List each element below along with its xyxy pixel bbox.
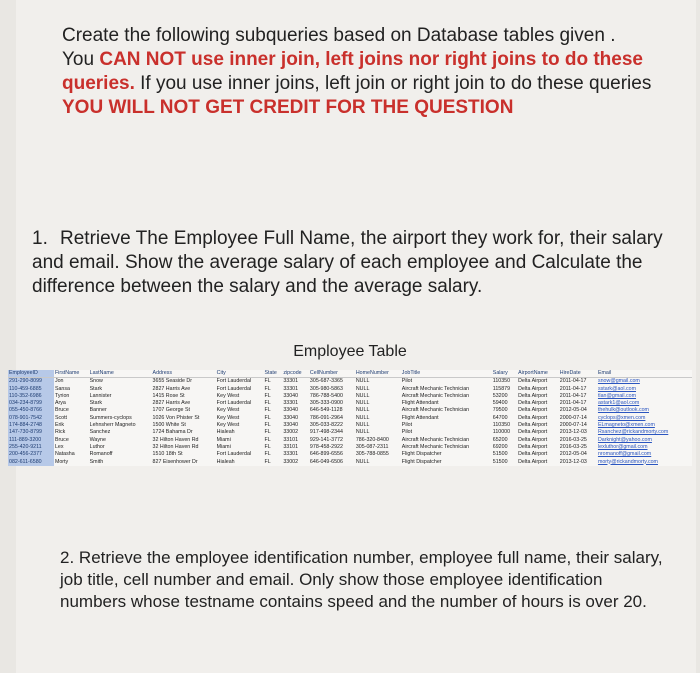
table-cell: 33101 (283, 443, 299, 450)
column-header: Salary (492, 370, 517, 378)
table-cell: 978-458-2922 (309, 443, 343, 450)
table-row (8, 459, 692, 466)
column-header: LastName (89, 370, 152, 378)
table-cell: 305-788-0855 (355, 451, 389, 458)
table-cell: 082-611-6580 (8, 459, 54, 466)
column-header: FirstName (54, 370, 89, 378)
table-cell: Morty (54, 458, 69, 465)
table-cell: 1026 Von Phister St (152, 414, 200, 421)
table-cell: 33040 (283, 392, 299, 399)
table-header-row (8, 370, 692, 378)
table-cell: Key West (216, 414, 240, 421)
table-cell: Banner (89, 407, 107, 414)
table-cell: Flight Attendant (401, 400, 439, 407)
table-cell: ELmagneto@xmen.com (597, 422, 655, 429)
table-cell: 53200 (492, 392, 508, 399)
table-cell: Hialeah (216, 458, 235, 465)
table-cell: Delta Airport (518, 422, 548, 429)
table-cell: NULL (355, 429, 370, 436)
table-cell: FL (264, 458, 271, 465)
table-cell: Delta Airport (518, 392, 548, 399)
table-cell: 33301 (283, 400, 299, 407)
employee-table-body (8, 378, 692, 466)
table-cell: Pilot (401, 378, 413, 385)
table-cell: 917-498-2344 (309, 429, 343, 436)
table-cell: FL (264, 443, 271, 450)
instructions-paragraph (62, 24, 672, 120)
table-cell: 110-459-6885 (8, 386, 54, 393)
table-row (8, 386, 692, 393)
table-cell: 111-889-3200 (8, 437, 54, 444)
table-cell: Delta Airport (518, 443, 548, 450)
table-cell: 929-141-3772 (309, 436, 343, 443)
table-cell: 1415 Rose St (152, 392, 185, 399)
table-row (8, 437, 692, 444)
table-cell: 33101 (283, 436, 299, 443)
table-cell: 79500 (492, 407, 508, 414)
table-cell: FL (264, 436, 271, 443)
column-header: JobTitle (401, 370, 492, 378)
column-header: CellNumber (309, 370, 355, 378)
table-cell: NULL (355, 400, 370, 407)
table-cell: 2011-04-17 (559, 385, 587, 392)
table-cell: FL (264, 378, 271, 385)
column-header: Email (597, 370, 692, 378)
table-cell: 59400 (492, 400, 508, 407)
table-row (8, 422, 692, 429)
table-cell: Rick (54, 429, 66, 436)
question-2-text: Retrieve the employee identification number, employee full name, their salary, job title, cell number and email. Only show those employee identification numbers whose testname contains speed and the number of hours is over 20. (60, 548, 663, 611)
table-cell: 200-456-2377 (8, 451, 54, 458)
table-cell: 33002 (283, 458, 299, 465)
column-header: HireDate (559, 370, 597, 378)
table-cell: 2016-03-25 (559, 436, 587, 443)
table-cell: Pilot (401, 429, 413, 436)
instructions-line3-lead: If you use inner joins, left join or right join to do these queries (134, 73, 652, 94)
table-row (8, 378, 692, 386)
table-cell: 2013-12-03 (559, 429, 587, 436)
table-cell: FL (264, 422, 271, 429)
table-cell: 33301 (283, 385, 299, 392)
table-cell: Fort Lauderdal (216, 385, 252, 392)
table-cell: FL (264, 392, 271, 399)
no-joins-warning: CAN NOT use inner join, left joins nor right joins to do these queries. (62, 49, 643, 94)
table-cell: Lannister (89, 392, 112, 399)
table-cell: Fort Lauderdal (216, 400, 252, 407)
table-cell: Erik (54, 422, 65, 429)
table-cell: snow@gmail.com (597, 378, 640, 385)
table-cell: 2827 Harris Ave (152, 385, 191, 392)
table-cell: 33040 (283, 414, 299, 421)
table-cell: Delta Airport (518, 400, 548, 407)
table-cell: 32 Hilton Haven Rd (152, 436, 199, 443)
table-cell: Delta Airport (518, 458, 548, 465)
table-cell: 2011-04-17 (559, 400, 587, 407)
table-cell: FL (264, 429, 271, 436)
table-cell: Key West (216, 422, 240, 429)
table-cell: 110350 (492, 378, 511, 385)
no-credit-warning: YOU WILL NOT GET CREDIT FOR THE QUESTION (62, 97, 514, 118)
table-cell: 1707 George St (152, 407, 190, 414)
table-cell: Romanoff (89, 451, 113, 458)
table-cell: 174-884-2748 (8, 422, 54, 429)
table-cell: 305-333-0900 (309, 400, 343, 407)
table-cell: nromanoff@gmail.com (597, 451, 652, 458)
employee-table-title: Employee Table (293, 343, 407, 360)
table-row (8, 451, 692, 458)
table-cell: 2012-05-04 (559, 407, 587, 414)
table-cell: Key West (216, 407, 240, 414)
table-cell: Rsanchez@rickandmorty.com (597, 429, 669, 436)
table-cell: Darknight@yahoo.com (597, 436, 652, 443)
table-cell: 33002 (283, 429, 299, 436)
table-cell: 51500 (492, 458, 508, 465)
table-cell: Smith (89, 458, 104, 465)
table-cell: NULL (355, 407, 370, 414)
table-cell: Aircraft Mechanic Technician (401, 407, 470, 414)
table-cell: 2016-03-25 (559, 443, 587, 450)
table-cell: NULL (355, 392, 370, 399)
table-cell: Flight Dispatcher (401, 458, 442, 465)
table-cell: 2827 Harris Ave (152, 400, 191, 407)
table-cell: Scott (54, 414, 68, 421)
table-cell: 055-450-8766 (8, 407, 54, 414)
table-cell: 786-091-2964 (309, 414, 343, 421)
column-header: State (263, 370, 282, 378)
column-header: Address (152, 370, 216, 378)
table-cell: 64700 (492, 414, 508, 421)
table-cell: 646-899-6556 (309, 451, 343, 458)
table-cell: sstark@aol.com (597, 385, 637, 392)
table-cell: Bruce (54, 436, 69, 443)
table-cell: NULL (355, 378, 370, 385)
instructions-line2-lead: You (62, 49, 100, 70)
table-cell: Delta Airport (518, 407, 548, 414)
table-cell: 115879 (492, 385, 511, 392)
table-cell: 255-420-9211 (8, 444, 54, 451)
table-cell: thehulk@outlook.com (597, 407, 649, 414)
table-cell: Delta Airport (518, 451, 548, 458)
question-1-number: 1. (32, 228, 48, 249)
question-2 (60, 547, 670, 613)
table-cell: Stark (89, 400, 102, 407)
table-cell: Flight Dispatcher (401, 451, 442, 458)
table-cell: 51500 (492, 451, 508, 458)
table-cell: 305-087-2311 (355, 443, 389, 450)
table-cell: 2011-04-17 (559, 378, 587, 385)
table-cell: Summers-cyclops (89, 414, 132, 421)
table-row (8, 444, 692, 451)
table-cell: FL (264, 400, 271, 407)
table-cell: 827 Eisenhower Dr (152, 458, 198, 465)
table-cell: 65200 (492, 436, 508, 443)
table-cell: 1724 Bahama Dr (152, 429, 193, 436)
table-cell: Fort Lauderdal (216, 378, 252, 385)
table-cell: Stark (89, 385, 102, 392)
table-cell: 305-980-5863 (309, 385, 343, 392)
question-1 (32, 227, 664, 299)
table-cell: 110350 (492, 422, 511, 429)
table-cell: 1510 18th St (152, 451, 183, 458)
table-cell: NULL (355, 422, 370, 429)
table-cell: 305-687-3365 (309, 378, 343, 385)
table-cell: Aircraft Mechanic Technician (401, 436, 470, 443)
table-cell: 291-290-8099 (8, 378, 54, 386)
table-cell: lexluthor@gmail.com (597, 443, 648, 450)
table-cell: Fort Lauderdal (216, 451, 252, 458)
table-cell: 110000 (492, 429, 511, 436)
table-cell: Delta Airport (518, 414, 548, 421)
column-header: EmployeeID (8, 370, 54, 378)
table-cell: Hialeah (216, 429, 235, 436)
table-cell: Pilot (401, 422, 413, 429)
table-cell: Lex (54, 443, 64, 450)
table-cell: Sanchez (89, 429, 111, 436)
table-cell: Arya (54, 400, 66, 407)
table-cell: Wayne (89, 436, 106, 443)
column-header: AirportName (517, 370, 559, 378)
table-cell: Delta Airport (518, 378, 548, 385)
question-2-number: 2. (60, 548, 75, 567)
table-cell: 2011-04-17 (559, 392, 587, 399)
table-cell: 646-549-1128 (309, 407, 343, 414)
table-cell: Flight Attendant (401, 414, 439, 421)
table-cell: Natasha (54, 451, 75, 458)
table-cell: NULL (355, 458, 370, 465)
table-cell: 33040 (283, 422, 299, 429)
table-cell: Bruce (54, 407, 69, 414)
table-row (8, 429, 692, 436)
table-cell: Tyrion (54, 392, 70, 399)
table-cell: 2000-07-14 (559, 422, 587, 429)
table-cell: astark1@aol.com (597, 400, 640, 407)
table-cell: Delta Airport (518, 385, 548, 392)
table-cell: Delta Airport (518, 429, 548, 436)
table-cell: 2000-07-14 (559, 414, 587, 421)
table-cell: 078-901-7542 (8, 415, 54, 422)
table-cell: 33040 (283, 407, 299, 414)
table-row (8, 393, 692, 400)
column-header: zipcode (282, 370, 309, 378)
table-cell: Aircraft Mechanic Technician (401, 385, 470, 392)
table-row (8, 407, 692, 414)
table-cell: 33301 (283, 378, 299, 385)
table-cell: 305-033-8222 (309, 422, 343, 429)
table-cell: Key West (216, 392, 240, 399)
table-cell: Snow (89, 378, 103, 385)
table-row (8, 415, 692, 422)
table-cell: Aircraft Mechanic Technician (401, 392, 470, 399)
table-cell: 2013-12-03 (559, 458, 587, 465)
table-cell: FL (264, 407, 271, 414)
table-cell: Sansa (54, 385, 70, 392)
table-cell: 034-234-8799 (8, 400, 54, 407)
column-header: HomeNumber (355, 370, 401, 378)
employee-table (8, 370, 692, 466)
table-cell: FL (264, 451, 271, 458)
table-cell: 2012-05-04 (559, 451, 587, 458)
table-cell: Jon (54, 378, 64, 385)
table-cell: 69200 (492, 443, 508, 450)
table-cell: tlan@gmail.com (597, 392, 637, 399)
table-cell: 786-788-5400 (309, 392, 343, 399)
table-cell: 110-352-6986 (8, 393, 54, 400)
table-cell: 147-730-8799 (8, 429, 54, 436)
question-1-text: Retrieve The Employee Full Name, the airport they work for, their salary and email. Show the average salary of each employee and Calculate the difference between the salary and the average salary. (32, 228, 663, 297)
column-header: City (216, 370, 264, 378)
table-cell: cyclops@xmen.com (597, 414, 646, 421)
table-cell: Miami (216, 436, 231, 443)
table-cell: FL (264, 385, 271, 392)
table-cell: 786-320-8400 (355, 436, 389, 443)
table-cell: 646-049-6506 (309, 458, 343, 465)
table-cell: NULL (355, 414, 370, 421)
table-cell: 3655 Seaside Dr (152, 378, 193, 385)
table-cell: morty@rickandmorty.com (597, 458, 658, 465)
table-cell: Aircraft Mechanic Technician (401, 443, 470, 450)
table-cell: Lehnsherr Magneto (89, 422, 136, 429)
table-cell: Luthor (89, 443, 105, 450)
table-cell: 33301 (283, 451, 299, 458)
table-cell: FL (264, 414, 271, 421)
table-cell: 1500 White St (152, 422, 186, 429)
table-row (8, 400, 692, 407)
table-cell: 32 Hilton Haven Rd (152, 443, 199, 450)
table-cell: Delta Airport (518, 436, 548, 443)
table-cell: NULL (355, 385, 370, 392)
table-cell: Miami (216, 443, 231, 450)
instructions-line1: Create the following subqueries based on Database tables given . (62, 25, 616, 46)
